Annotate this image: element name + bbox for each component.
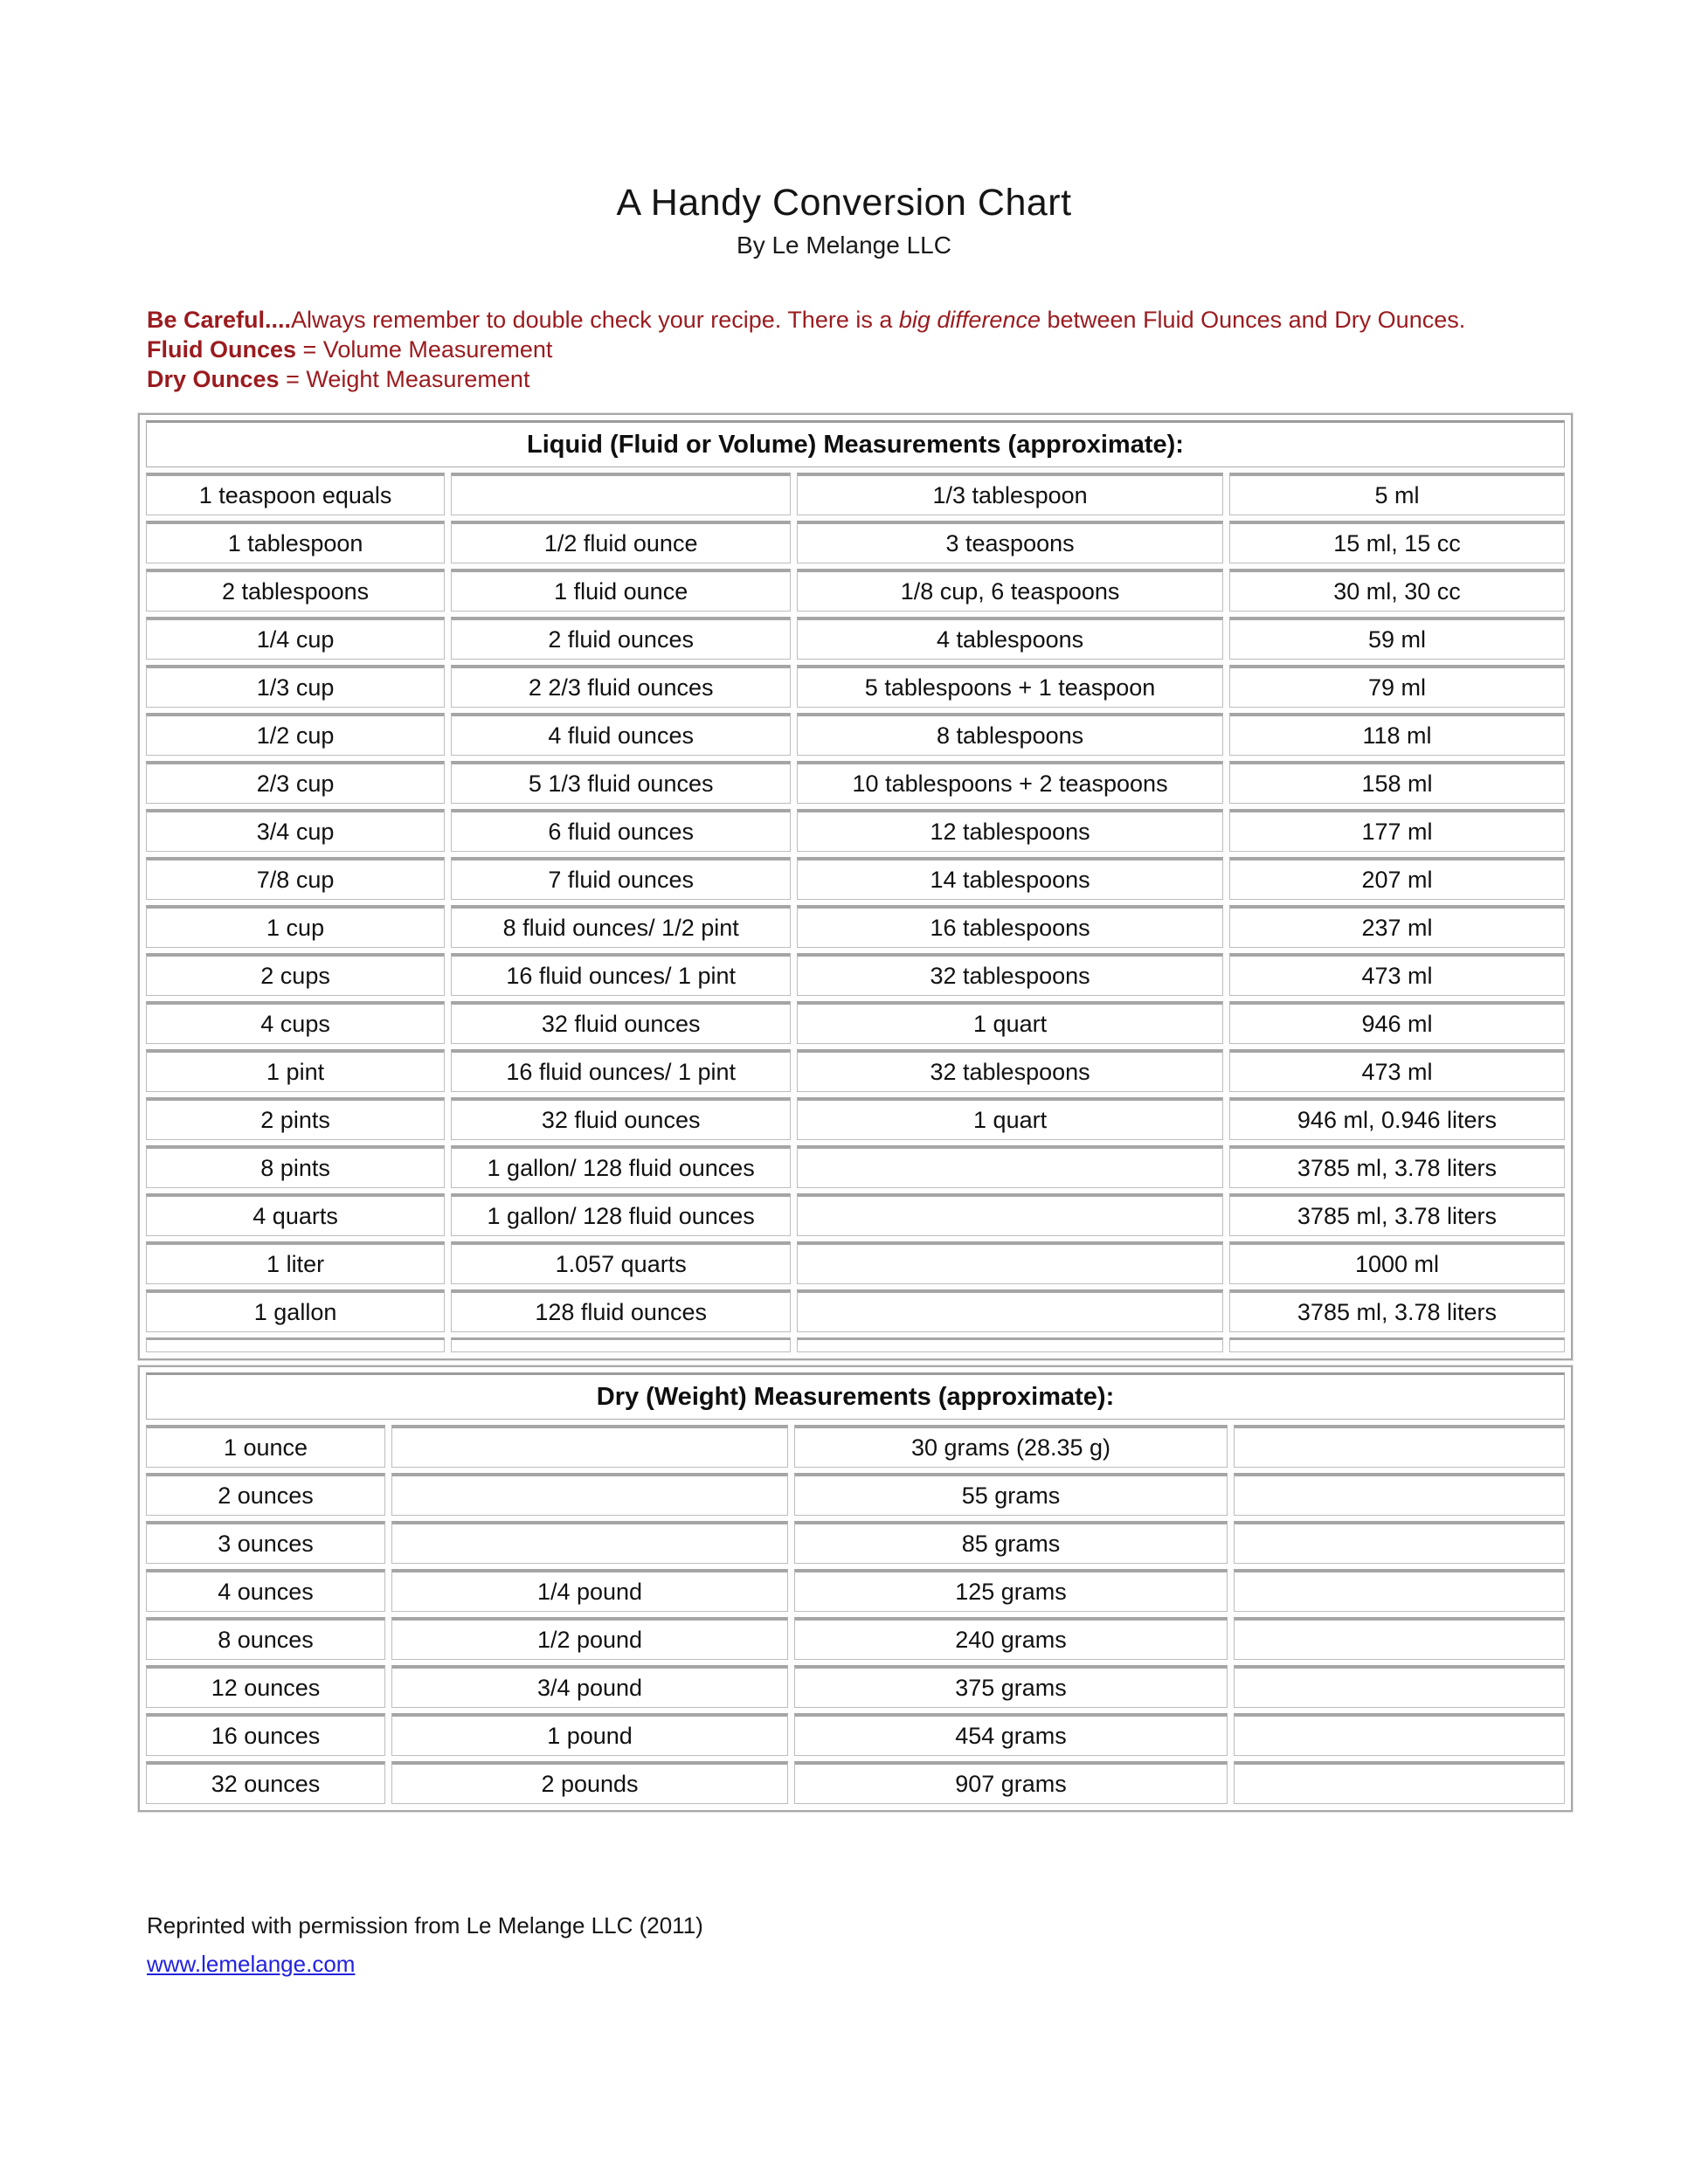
table-row xyxy=(146,713,1565,756)
table-cell xyxy=(391,1425,788,1468)
warning-line-1-text-b: between Fluid Ounces and Dry Ounces. xyxy=(1040,307,1466,333)
table-cell: 1 quart xyxy=(797,1001,1223,1044)
dry-table-header: Dry (Weight) Measurements (approximate): xyxy=(146,1372,1565,1420)
table-cell: 4 quarts xyxy=(146,1193,445,1236)
table-cell: 2 2/3 fluid ounces xyxy=(451,665,791,708)
table-cell: 85 grams xyxy=(794,1521,1228,1564)
table-cell xyxy=(1234,1713,1565,1756)
table-cell: 1/4 cup xyxy=(146,617,445,660)
table-cell: 3/4 pound xyxy=(391,1665,788,1708)
table-row xyxy=(146,1665,1565,1708)
table-cell: 1 teaspoon equals xyxy=(146,473,445,515)
table-cell: 7 fluid ounces xyxy=(451,857,791,900)
table-cell: 32 tablespoons xyxy=(797,953,1223,996)
table-row xyxy=(146,1337,1565,1352)
table-cell xyxy=(797,1193,1223,1236)
table-cell: 3785 ml, 3.78 liters xyxy=(1229,1193,1565,1236)
table-cell xyxy=(1229,1337,1565,1352)
table-row xyxy=(146,1617,1565,1660)
table-cell: 12 ounces xyxy=(146,1665,385,1708)
table-cell: 128 fluid ounces xyxy=(451,1289,791,1332)
table-cell: 1000 ml xyxy=(1229,1241,1565,1284)
table-row xyxy=(146,617,1565,660)
table-cell: 177 ml xyxy=(1229,809,1565,852)
table-cell: 207 ml xyxy=(1229,857,1565,900)
table-cell: 1/2 fluid ounce xyxy=(451,521,791,563)
table-cell: 8 tablespoons xyxy=(797,713,1223,756)
table-row xyxy=(146,1473,1565,1516)
table-row xyxy=(146,905,1565,948)
table-row xyxy=(146,1425,1565,1468)
table-cell: 1/3 tablespoon xyxy=(797,473,1223,515)
table-row xyxy=(146,1049,1565,1092)
warning-line-2 xyxy=(147,335,1573,364)
table-cell: 237 ml xyxy=(1229,905,1565,948)
table-cell: 2/3 cup xyxy=(146,761,445,804)
table-cell: 2 tablespoons xyxy=(146,569,445,612)
table-cell: 30 grams (28.35 g) xyxy=(794,1425,1228,1468)
table-cell: 32 tablespoons xyxy=(797,1049,1223,1092)
table-cell: 125 grams xyxy=(794,1569,1228,1612)
table-cell: 4 tablespoons xyxy=(797,617,1223,660)
table-cell: 240 grams xyxy=(794,1617,1228,1660)
table-cell: 16 fluid ounces/ 1 pint xyxy=(451,1049,791,1092)
table-cell: 1/8 cup, 6 teaspoons xyxy=(797,569,1223,612)
table-cell: 3785 ml, 3.78 liters xyxy=(1229,1145,1565,1188)
table-row xyxy=(146,857,1565,900)
table-cell: 1 liter xyxy=(146,1241,445,1284)
table-cell: 454 grams xyxy=(794,1713,1228,1756)
table-cell: 8 ounces xyxy=(146,1617,385,1660)
warning-line-1-bold: Be Careful.... xyxy=(147,307,292,333)
table-cell: 1 cup xyxy=(146,905,445,948)
liquid-measurements-table xyxy=(138,413,1573,1360)
table-cell: 10 tablespoons + 2 teaspoons xyxy=(797,761,1223,804)
warning-line-2-bold: Fluid Ounces xyxy=(147,336,297,363)
table-cell: 6 fluid ounces xyxy=(451,809,791,852)
warning-block xyxy=(147,305,1573,394)
table-row xyxy=(146,473,1565,515)
page-title: A Handy Conversion Chart xyxy=(616,182,1072,224)
table-cell xyxy=(797,1289,1223,1332)
table-cell xyxy=(451,473,791,515)
table-cell: 16 tablespoons xyxy=(797,905,1223,948)
warning-line-3 xyxy=(147,364,1573,394)
table-cell: 1 pint xyxy=(146,1049,445,1092)
table-cell xyxy=(1234,1761,1565,1804)
table-cell: 1 gallon/ 128 fluid ounces xyxy=(451,1193,791,1236)
table-cell: 1/3 cup xyxy=(146,665,445,708)
table-cell: 16 ounces xyxy=(146,1713,385,1756)
table-row xyxy=(146,1001,1565,1044)
table-row xyxy=(146,1713,1565,1756)
table-cell: 12 tablespoons xyxy=(797,809,1223,852)
table-row xyxy=(146,1097,1565,1140)
table-cell: 32 ounces xyxy=(146,1761,385,1804)
table-cell: 3/4 cup xyxy=(146,809,445,852)
table-cell: 32 fluid ounces xyxy=(451,1097,791,1140)
page-subtitle: By Le Melange LLC xyxy=(737,232,951,259)
table-cell: 1 ounce xyxy=(146,1425,385,1468)
table-row xyxy=(146,665,1565,708)
footer-reprint-note: Reprinted with permission from Le Melange LLC (2011) xyxy=(147,1912,703,1939)
table-row xyxy=(146,521,1565,563)
table-cell: 1 fluid ounce xyxy=(451,569,791,612)
table-cell: 8 pints xyxy=(146,1145,445,1188)
table-row xyxy=(146,1241,1565,1284)
table-row xyxy=(146,953,1565,996)
table-cell: 473 ml xyxy=(1229,1049,1565,1092)
website-link[interactable]: www.lemelange.com xyxy=(147,1951,356,1977)
table-cell: 473 ml xyxy=(1229,953,1565,996)
liquid-table-header: Liquid (Fluid or Volume) Measurements (approximate): xyxy=(146,420,1565,467)
footer-link-line xyxy=(147,1945,1688,1983)
table-cell: 8 fluid ounces/ 1/2 pint xyxy=(451,905,791,948)
table-cell: 5 ml xyxy=(1229,473,1565,515)
table-cell: 946 ml xyxy=(1229,1001,1565,1044)
footer xyxy=(147,1906,1688,1983)
table-cell: 5 tablespoons + 1 teaspoon xyxy=(797,665,1223,708)
table-cell: 3 ounces xyxy=(146,1521,385,1564)
table-cell xyxy=(1234,1425,1565,1468)
table-cell: 946 ml, 0.946 liters xyxy=(1229,1097,1565,1140)
table-cell: 375 grams xyxy=(794,1665,1228,1708)
table-row xyxy=(146,1761,1565,1804)
table-row xyxy=(146,569,1565,612)
table-cell xyxy=(1234,1665,1565,1708)
table-cell: 16 fluid ounces/ 1 pint xyxy=(451,953,791,996)
table-cell: 1.057 quarts xyxy=(451,1241,791,1284)
table-cell: 1/4 pound xyxy=(391,1569,788,1612)
table-cell: 55 grams xyxy=(794,1473,1228,1516)
table-cell xyxy=(797,1337,1223,1352)
table-cell xyxy=(1234,1617,1565,1660)
table-cell xyxy=(1234,1569,1565,1612)
table-cell: 1 pound xyxy=(391,1713,788,1756)
table-cell: 1 gallon xyxy=(146,1289,445,1332)
table-cell: 2 pounds xyxy=(391,1761,788,1804)
table-cell: 7/8 cup xyxy=(146,857,445,900)
table-cell xyxy=(391,1473,788,1516)
table-row xyxy=(146,1569,1565,1612)
table-row xyxy=(146,761,1565,804)
warning-line-1 xyxy=(147,305,1573,335)
table-row xyxy=(146,1289,1565,1332)
table-cell: 158 ml xyxy=(1229,761,1565,804)
table-cell: 2 pints xyxy=(146,1097,445,1140)
table-cell xyxy=(391,1521,788,1564)
table-cell: 118 ml xyxy=(1229,713,1565,756)
table-cell xyxy=(1234,1521,1565,1564)
table-cell: 32 fluid ounces xyxy=(451,1001,791,1044)
table-row xyxy=(146,1193,1565,1236)
table-cell: 3785 ml, 3.78 liters xyxy=(1229,1289,1565,1332)
table-cell: 907 grams xyxy=(794,1761,1228,1804)
table-cell xyxy=(1234,1473,1565,1516)
table-cell: 2 cups xyxy=(146,953,445,996)
warning-line-3-text: = Weight Measurement xyxy=(279,366,530,392)
table-cell: 4 fluid ounces xyxy=(451,713,791,756)
liquid-table-rows xyxy=(146,473,1565,1352)
table-cell xyxy=(146,1337,445,1352)
table-cell: 2 ounces xyxy=(146,1473,385,1516)
table-cell: 59 ml xyxy=(1229,617,1565,660)
table-cell: 1/2 cup xyxy=(146,713,445,756)
table-cell: 2 fluid ounces xyxy=(451,617,791,660)
table-cell xyxy=(797,1241,1223,1284)
table-cell: 4 ounces xyxy=(146,1569,385,1612)
dry-table-rows xyxy=(146,1425,1565,1804)
table-cell: 1/2 pound xyxy=(391,1617,788,1660)
table-cell: 1 gallon/ 128 fluid ounces xyxy=(451,1145,791,1188)
table-cell: 5 1/3 fluid ounces xyxy=(451,761,791,804)
table-cell: 4 cups xyxy=(146,1001,445,1044)
warning-line-2-text: = Volume Measurement xyxy=(296,336,553,363)
warning-line-1-text-a: Always remember to double check your recipe. There is a xyxy=(291,307,899,333)
table-row xyxy=(146,809,1565,852)
warning-line-1-italic: big difference xyxy=(898,307,1041,333)
table-cell: 1 quart xyxy=(797,1097,1223,1140)
table-cell xyxy=(797,1145,1223,1188)
table-cell: 79 ml xyxy=(1229,665,1565,708)
table-cell: 1 tablespoon xyxy=(146,521,445,563)
table-cell: 30 ml, 30 cc xyxy=(1229,569,1565,612)
warning-line-3-bold: Dry Ounces xyxy=(147,366,280,392)
table-row xyxy=(146,1145,1565,1188)
table-cell xyxy=(451,1337,791,1352)
table-cell: 3 teaspoons xyxy=(797,521,1223,563)
dry-measurements-table xyxy=(138,1365,1573,1812)
table-row xyxy=(146,1521,1565,1564)
table-cell: 14 tablespoons xyxy=(797,857,1223,900)
table-cell: 15 ml, 15 cc xyxy=(1229,521,1565,563)
